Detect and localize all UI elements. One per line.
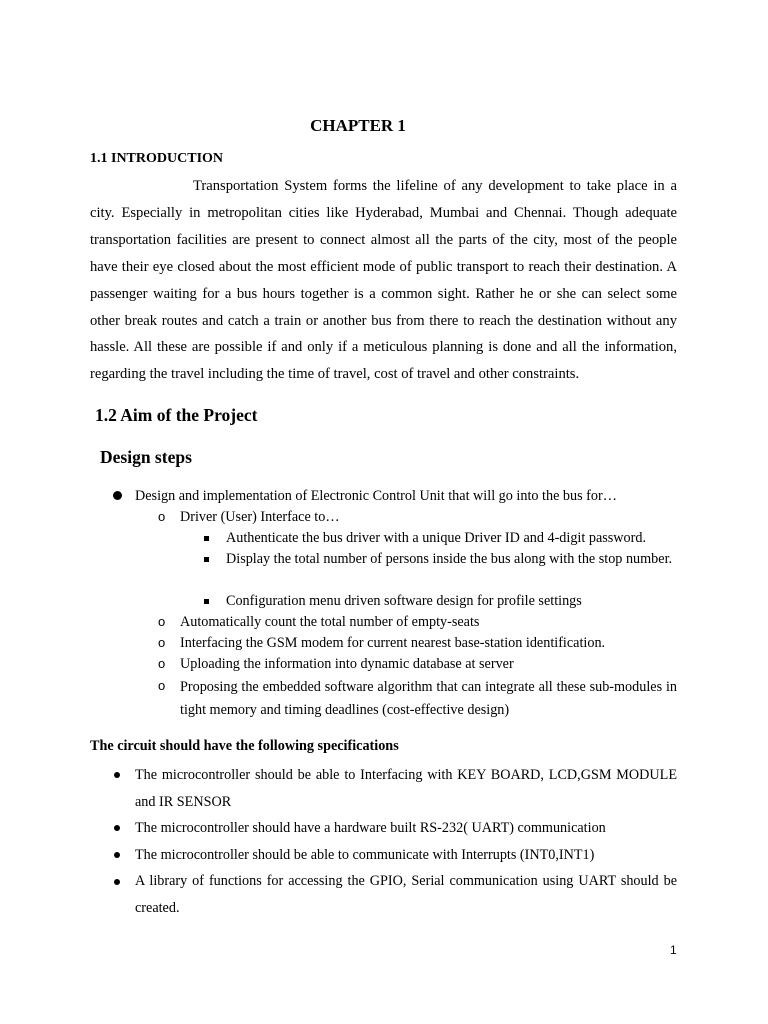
bullet-square-icon — [204, 557, 209, 562]
aim-heading: 1.2 Aim of the Project — [95, 405, 258, 425]
design-step-main: Design and implementation of Electronic Control Unit that will go into the bus for… — [135, 488, 617, 504]
driver-subitem: Configuration menu driven software design for profile settings — [226, 593, 582, 609]
design-steps-heading: Design steps — [100, 447, 192, 467]
bullet-dot-icon — [114, 825, 120, 831]
design-step-item: Uploading the information into dynamic database at server — [180, 656, 514, 672]
bullet-dot-icon — [113, 491, 122, 500]
bullet-square-icon — [204, 536, 209, 541]
intro-paragraph — [90, 173, 677, 388]
bullet-circle-icon: o — [158, 509, 166, 524]
bullet-circle-icon: o — [158, 614, 166, 629]
bullet-dot-icon — [114, 879, 120, 885]
spec-item: The microcontroller should be able to Interfacing with KEY BOARD, LCD,GSM MODULE and IR SENSOR — [135, 767, 677, 810]
bullet-circle-icon: o — [158, 656, 166, 671]
page-number: 1 — [670, 943, 677, 957]
spec-item: The microcontroller should be able to communicate with Interrupts (INT0,INT1) — [135, 847, 595, 863]
bullet-circle-icon: o — [158, 678, 166, 693]
intro-paragraph-text: Transportation System forms the lifeline of any development to take place in a city. Especially in metropolitan cities like Hyderabad, Mumbai and Chennai. Though adequate transportation facilities are present to connect almost all the parts of the city, most of the people have their eye closed about the most efficient mode of public transport to reach their destination. A passenger waiting for a bus hours together is a common sight. Rather he or she can select some other break routes and catch a train or another bus from there to reach the destination without any hassle. All these are possible if and only if a meticulous planning is done and all the information, regarding the travel including the time of travel, cost of travel and other constraints. — [90, 178, 677, 383]
bullet-dot-icon — [114, 772, 120, 778]
driver-subitem: Display the total number of persons inside the bus along with the stop number. — [226, 551, 673, 567]
intro-heading: 1.1 INTRODUCTION — [90, 151, 224, 166]
spec-heading: The circuit should have the following specifications — [90, 738, 399, 754]
design-step-item: Proposing the embedded software algorithm that can integrate all these sub-modules in tight memory and timing deadlines (cost-effective design) — [180, 679, 677, 718]
spec-item: The microcontroller should have a hardware built RS-232( UART) communication — [135, 820, 606, 836]
design-step-item: Interfacing the GSM modem for current nearest base-station identification. — [180, 635, 606, 651]
bullet-dot-icon — [114, 852, 120, 858]
driver-subitem: Authenticate the bus driver with a unique Driver ID and 4-digit password. — [226, 530, 646, 546]
bullet-circle-icon: o — [158, 635, 166, 650]
chapter-title: CHAPTER 1 — [310, 116, 406, 135]
spec-item: A library of functions for accessing the GPIO, Serial communication using UART should be created. — [135, 873, 677, 916]
bullet-square-icon — [204, 599, 209, 604]
design-step-driver: Driver (User) Interface to… — [180, 509, 340, 525]
design-step-item: Automatically count the total number of empty-seats — [180, 614, 480, 630]
